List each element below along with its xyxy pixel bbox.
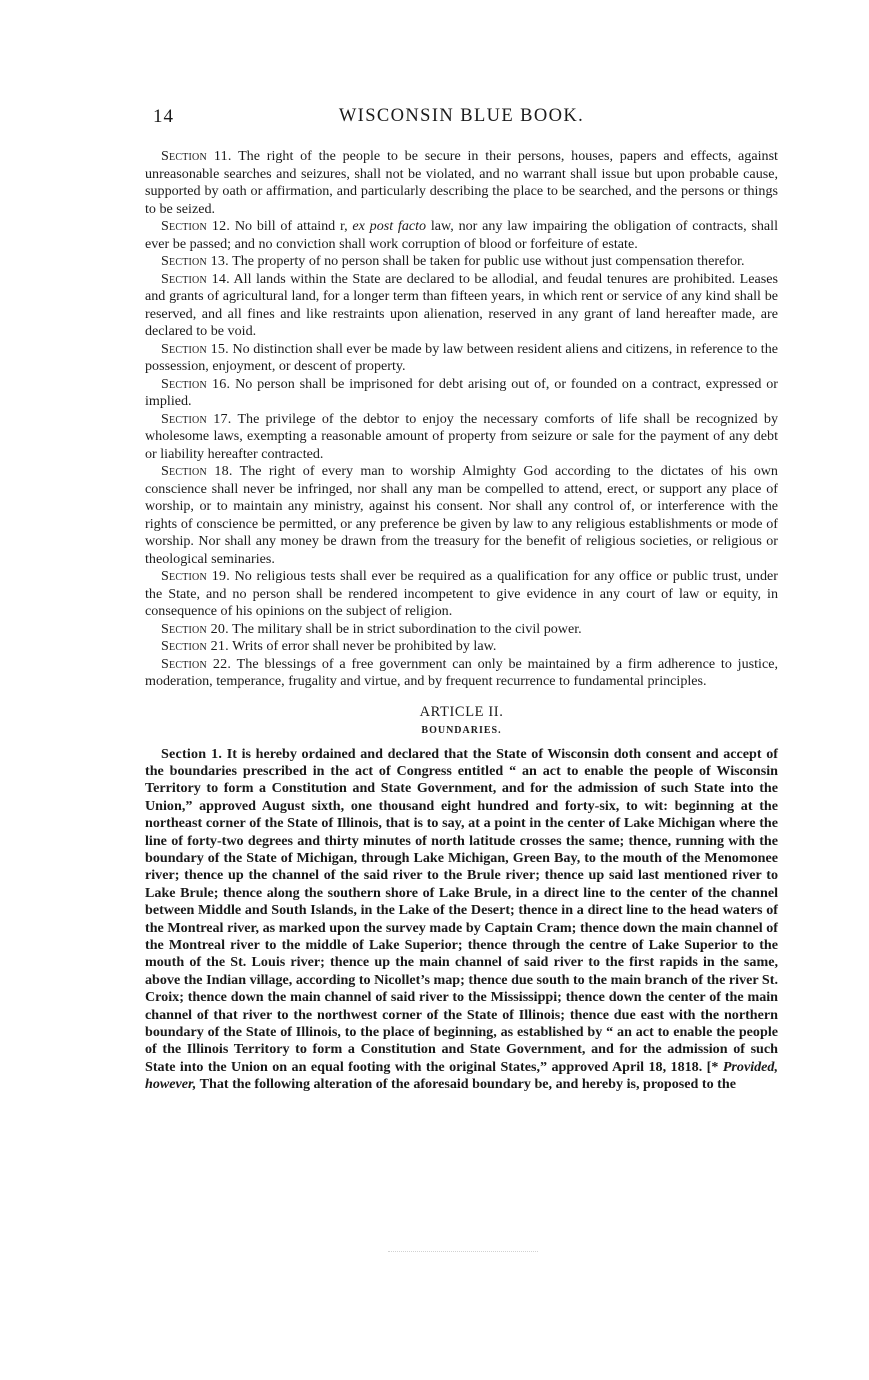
section-paragraph xyxy=(145,271,778,341)
article-2-section-1 xyxy=(145,746,778,1094)
section-text: No religious tests shall ever be required as a qualification for any office or public trust, under the State, and no person shall be rendered incompetent to give evidence in any court of law or equity, in consequence of his opinions on the subject of religion. xyxy=(145,568,778,619)
section-text: All lands within the State are declared to be allodial, and feudal tenures are prohibited. Leases and grants of agricultural land, for a longer term than fifteen years, in which rent or service of any kind shall be reserved, and all fines and like restraints upon alienation, reserved in any grant of land hereafter made, are declared to be void. xyxy=(145,270,779,339)
section-paragraph xyxy=(145,376,778,411)
section-text: No bill of attaind r, xyxy=(234,218,348,234)
section-italic: Provided, however, xyxy=(145,1058,778,1093)
section-paragraph xyxy=(145,253,778,271)
section-text: The blessings of a free government can only be maintained by a firm adherence to justice, moderation, temperance, frugality and virtue, and by frequent recurrence to fundamental principles. xyxy=(145,655,778,689)
section-label: Section 18. xyxy=(161,463,233,479)
page-number: 14 xyxy=(153,106,174,127)
section-label: Section 16. xyxy=(161,375,231,392)
section-text: The right of every man to worship Almighty God according to the dictates of his own conscience shall never be infringed, nor shall any man be compelled to attend, erect, or support any place of worship, or to maintain any ministry, against his consent. Nor shall any control of, or interference with the rights of conscience be permitted, or any preference be given by law to any religious establishments or mode of worship. Nor shall any money be drawn from the treasury for the benefit of religious societies, or religious or theological seminaries. xyxy=(145,463,778,567)
section-label: Section 11. xyxy=(161,148,232,164)
article-1-sections xyxy=(145,148,778,691)
section-paragraph xyxy=(145,218,778,253)
section-paragraph xyxy=(145,621,778,639)
article-title: ARTICLE II. xyxy=(419,703,504,720)
section-label: Section 12. xyxy=(161,218,231,234)
section-paragraph xyxy=(145,568,778,621)
page-body xyxy=(145,148,778,1094)
section-label: Section 17. xyxy=(161,410,232,427)
section-text: No person shall be imprisoned for debt arising out of, or founded on a contract, expressed or implied. xyxy=(145,375,778,409)
section-text: The property of no person shall be taken for public use without just compensation therefor. xyxy=(232,253,745,269)
section-text: Writs of error shall never be prohibited by law. xyxy=(232,638,497,654)
section-text: The right of the people to be secure in their persons, houses, papers and effects, against unreasonable searches and seizures, shall not be violated, and no warrant shall issue but upon probable cause, supported by oath or affirmation, and particularly describing the place to be searched, and the persons or things to be seized. xyxy=(145,148,778,217)
section-paragraph xyxy=(145,148,778,218)
section-label: Section 14. xyxy=(161,270,230,287)
section-text: No distinction shall ever be made by law between resident aliens and citizens, in reference to the possession, enjoyment, or descent of property. xyxy=(145,340,779,374)
section-paragraph xyxy=(145,463,778,568)
section-text: The military shall be in strict subordination to the civil power. xyxy=(232,620,582,637)
section-paragraph xyxy=(145,411,778,464)
section-text-end: That the following alteration of the aforesaid boundary be, and hereby is, proposed to the xyxy=(199,1076,736,1093)
section-label: Section 19. xyxy=(161,568,230,584)
running-title: WISCONSIN BLUE BOOK. xyxy=(338,106,585,126)
section-label: Section 21. xyxy=(161,638,229,654)
page-header xyxy=(145,106,778,130)
section-paragraph xyxy=(145,341,778,376)
section-text: It is hereby ordained and declared that the State of Wisconsin doth consent and accept of the boundaries prescribed in the act of Congress entitled “ an act to enable the people of Wisconsin Territory to form a Constitution and State Government, and for the admission of such State into the Union,” approved August sixth, one thousand eight hundred and forty-six, to wit: beginning at the northeast corner of the State of Illinois, that is to say, at a point in the center of Lake Michigan where the line of forty-two degrees and thirty minutes of north latitude crosses the same; thence, running with the boundary of the State of Michigan, through Lake Michigan, Green Bay, to the mouth of the Menomonee river; thence up the channel of the said river to the Brule river; thence up said last mentioned river to Lake Brule; thence along the southern shore of Lake Brule, in a direct line to the center of the channel between Middle and South Islands, in the Lake of the Desert; thence in a direct line to the head waters of the Montreal river, as marked upon the survey made by Captain Cram; thence down the main channel of the Montreal river to the middle of Lake Superior; thence through the centre of Lake Superior to the mouth of the St. Louis river; thence up the main channel of said river to the first rapids in the same, above the Indian village, according to Nicollet’s map; thence due south to the main branch of the river St. Croix; thence down the main channel of said river to the Mississippi; thence down the center of the main channel of that river to the northwest corner of the State of Illinois; thence due east with the northern boundary of the State of Illinois, to the place of beginning, as established by “ an act to enable the people of the Illinois Territory to form a Constitution and State Government, and for the admission of such State into the Union on an equal footing with the original States,” approved April 18, 1818. [* xyxy=(145,745,778,1075)
section-paragraph xyxy=(145,656,778,691)
article-subtitle: BOUNDARIES. xyxy=(421,725,502,736)
section-text: law, nor any law impairing the obligation of contracts, shall ever be passed; and no conviction shall work corruption of blood or forfeiture of estate. xyxy=(145,218,779,252)
section-label: Section 1. xyxy=(161,745,223,762)
section-label: Section 15. xyxy=(161,340,229,357)
section-label: Section 20. xyxy=(161,620,229,637)
section-label: Section 13. xyxy=(161,253,229,269)
section-paragraph xyxy=(145,638,778,656)
section-italic: ex post facto xyxy=(352,218,427,234)
section-text: The privilege of the debtor to enjoy the necessary comforts of life shall be recognized by wholesome laws, exempting a reasonable amount of property from seizure or sale for the payment of any debt or liability hereafter contracted. xyxy=(145,410,778,462)
section-label: Section 22. xyxy=(161,655,232,672)
faint-marginal-mark xyxy=(388,1251,538,1256)
